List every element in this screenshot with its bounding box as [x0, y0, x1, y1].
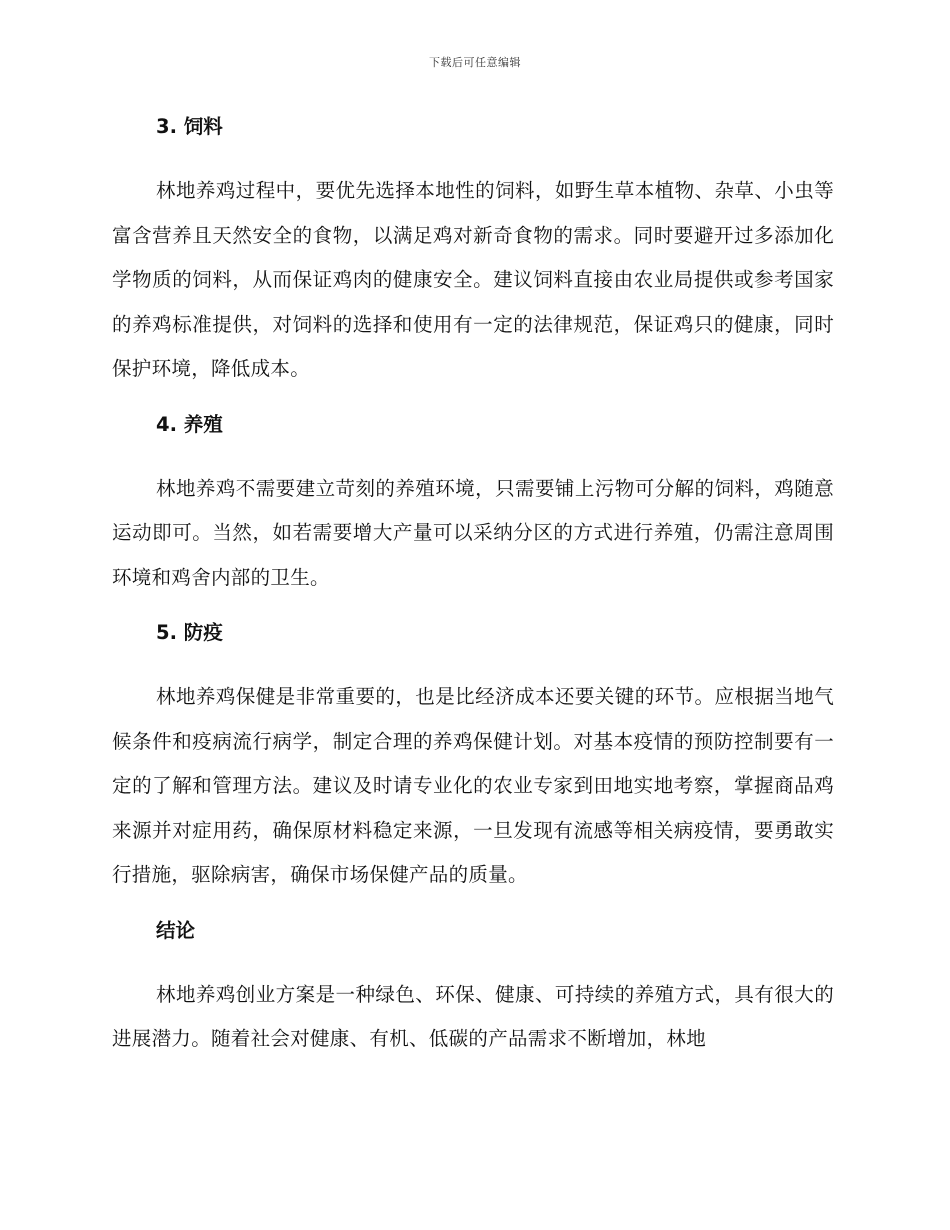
- section-paragraph: 林地养鸡过程中，要优先选择本地性的饲料，如野生草本植物、杂草、小虫等富含营养且天然安全的食物，以满足鸡对新奇食物的需求。同时要避开过多添加化学物质的饲料，从而保证鸡肉的健康安全。建议饲料直接由农业局提供或参考国家的养鸡标准提供，对饲料的选择和使用有一定的法律规范，保证鸡只的健康，同时保护环境，降低成本。: [112, 179, 834, 380]
- section-heading: 4. 养殖: [156, 412, 223, 436]
- section-conclusion: [112, 915, 834, 1062]
- section-paragraph: 林地养鸡不需要建立苛刻的养殖环境，只需要铺上污物可分解的饲料，鸡随意运动即可。当然，如若需要增大产量可以采纳分区的方式进行养殖，仍需注意周围环境和鸡舍内部的卫生。: [112, 476, 834, 589]
- document-body: [112, 111, 834, 1062]
- section-paragraph: 林地养鸡创业方案是一种绿色、环保、健康、可持续的养殖方式，具有很大的进展潜力。随着社会对健康、有机、低碳的产品需求不断增加，林地: [112, 982, 834, 1050]
- page-header-note: 下载后可任意编辑: [429, 56, 521, 69]
- section-breeding: [112, 409, 834, 618]
- section-heading: 5. 防疫: [156, 621, 223, 644]
- section-feed: [112, 111, 834, 409]
- section-heading: 3. 饲料: [156, 115, 223, 138]
- section-epidemic-prevention: [112, 617, 834, 915]
- section-paragraph: 林地养鸡保健是非常重要的，也是比经济成本还要关键的环节。应根据当地气候条件和疫病流行病学，制定合理的养鸡保健计划。对基本疫情的预防控制要有一定的了解和管理方法。建议及时请专业化的农业专家到田地实地考察，掌握商品鸡来源并对症用药，确保原材料稳定来源，一旦发现有流感等相关病疫情，要勇敢实行措施，驱除病害，确保市场保健产品的质量。: [112, 685, 834, 886]
- section-heading: 结论: [156, 918, 196, 942]
